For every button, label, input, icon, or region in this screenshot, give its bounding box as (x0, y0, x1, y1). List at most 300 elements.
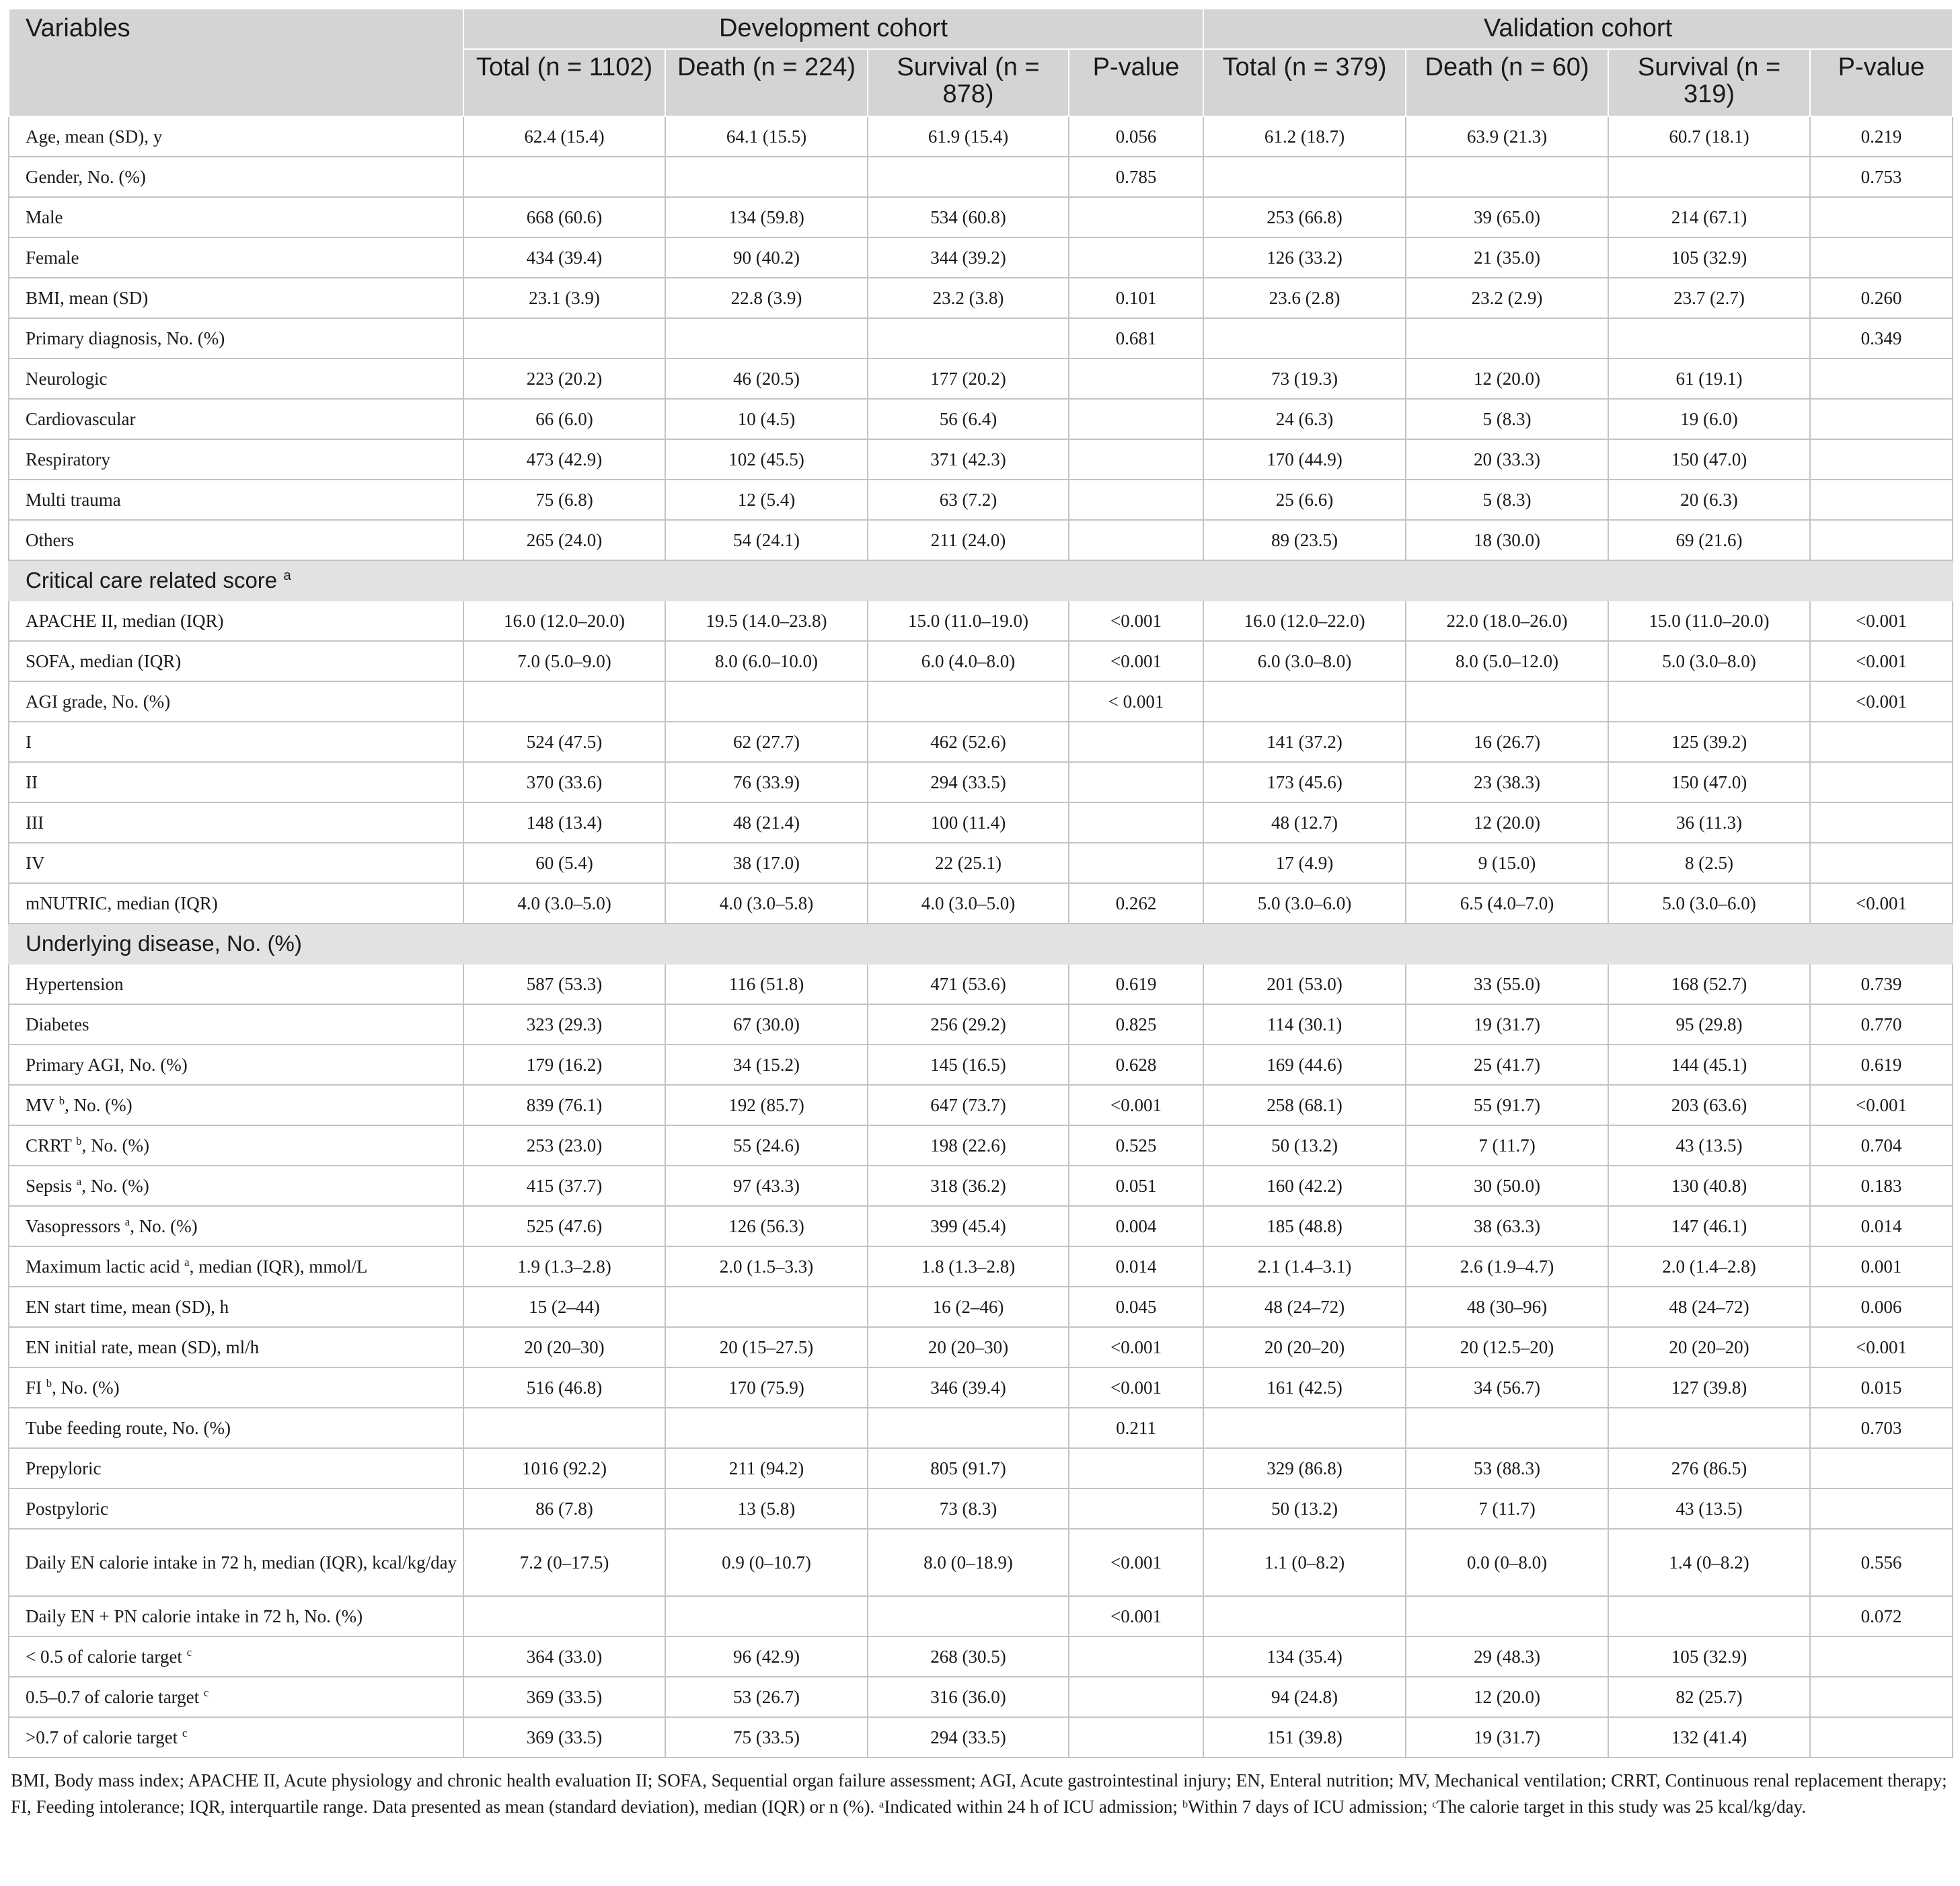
table-cell: 19 (6.0) (1608, 399, 1810, 439)
table-cell: 64.1 (15.5) (665, 116, 868, 157)
row-label-suffix: , No. (%) (65, 1095, 133, 1115)
table-cell: 2.0 (1.5–3.3) (665, 1246, 868, 1287)
row-label (9, 802, 463, 843)
table-row (9, 318, 1953, 359)
section-row (9, 923, 1953, 964)
row-label (9, 1004, 463, 1045)
table-cell (1069, 843, 1203, 883)
table-cell (1810, 802, 1953, 843)
table-cell: 24 (6.3) (1203, 399, 1406, 439)
table-cell: <0.001 (1069, 641, 1203, 681)
row-label-text: Prepyloric (26, 1458, 102, 1478)
row-label-text: Others (26, 530, 74, 550)
table-cell: 0.525 (1069, 1125, 1203, 1166)
table-cell: 1.8 (1.3–2.8) (868, 1246, 1069, 1287)
table-cell: 62 (27.7) (665, 722, 868, 762)
table-cell (1406, 681, 1608, 722)
table-cell (1608, 157, 1810, 197)
table-cell (1069, 359, 1203, 399)
table-cell: 50 (13.2) (1203, 1488, 1406, 1529)
table-cell: 105 (32.9) (1608, 237, 1810, 278)
table-cell (1203, 1596, 1406, 1636)
table-cell (1069, 1488, 1203, 1529)
row-label (9, 116, 463, 157)
table-cell: 8.0 (6.0–10.0) (665, 641, 868, 681)
table-cell: 253 (23.0) (463, 1125, 665, 1166)
table-cell: 0.004 (1069, 1206, 1203, 1246)
table-cell: 0.045 (1069, 1287, 1203, 1327)
table-cell: 8.0 (0–18.9) (868, 1529, 1069, 1596)
table-cell (1203, 318, 1406, 359)
footnote-marker: b (46, 1377, 52, 1390)
table-cell: 43 (13.5) (1608, 1488, 1810, 1529)
table-cell: 55 (91.7) (1406, 1085, 1608, 1125)
table-cell (1069, 439, 1203, 480)
table-cell: 5 (8.3) (1406, 399, 1608, 439)
footnote-marker: c (182, 1727, 188, 1739)
table-cell (665, 1408, 868, 1448)
table-cell (1069, 722, 1203, 762)
table-cell: 25 (41.7) (1406, 1045, 1608, 1085)
table-row (9, 843, 1953, 883)
table-cell: 48 (24–72) (1203, 1287, 1406, 1327)
table-cell: 9 (15.0) (1406, 843, 1608, 883)
table-cell: 33 (55.0) (1406, 964, 1608, 1004)
table-cell (1810, 399, 1953, 439)
table-cell: 192 (85.7) (665, 1085, 868, 1125)
table-cell: <0.001 (1069, 1085, 1203, 1125)
table-cell: 75 (6.8) (463, 480, 665, 520)
row-label (9, 1125, 463, 1166)
table-cell: 253 (66.8) (1203, 197, 1406, 237)
row-label-text: IV (26, 853, 45, 873)
table-cell: 132 (41.4) (1608, 1717, 1810, 1758)
table-cell: 97 (43.3) (665, 1166, 868, 1206)
table-cell: 144 (45.1) (1608, 1045, 1810, 1085)
table-row (9, 1488, 1953, 1529)
table-cell: 34 (56.7) (1406, 1367, 1608, 1408)
table-cell: 473 (42.9) (463, 439, 665, 480)
table-cell (1810, 359, 1953, 399)
footnote-marker: c (203, 1686, 209, 1699)
table-cell: <0.001 (1069, 1529, 1203, 1596)
table-cell (868, 1408, 1069, 1448)
table-cell: 95 (29.8) (1608, 1004, 1810, 1045)
row-label (9, 318, 463, 359)
table-cell: 294 (33.5) (868, 762, 1069, 802)
table-cell: 647 (73.7) (868, 1085, 1069, 1125)
table-cell (1069, 762, 1203, 802)
table-cell: 0.619 (1069, 964, 1203, 1004)
table-cell: 0.014 (1069, 1246, 1203, 1287)
table-cell: <0.001 (1810, 1327, 1953, 1367)
table-row (9, 1085, 1953, 1125)
table-cell: 20 (20–20) (1608, 1327, 1810, 1367)
table-cell: 268 (30.5) (868, 1636, 1069, 1677)
table-cell: 22.8 (3.9) (665, 278, 868, 318)
table-cell (1810, 480, 1953, 520)
table-cell: 66 (6.0) (463, 399, 665, 439)
table-cell (868, 157, 1069, 197)
table-cell: 16.0 (12.0–22.0) (1203, 601, 1406, 641)
table-cell: 126 (56.3) (665, 1206, 868, 1246)
table-cell: 13 (5.8) (665, 1488, 868, 1529)
table-cell: 177 (20.2) (868, 359, 1069, 399)
val-death-header: Death (n = 60) (1406, 49, 1608, 116)
table-cell: 20 (15–27.5) (665, 1327, 868, 1367)
row-label (9, 157, 463, 197)
table-cell: 2.6 (1.9–4.7) (1406, 1246, 1608, 1287)
row-label (9, 399, 463, 439)
table-cell: 20 (20–30) (463, 1327, 665, 1367)
table-cell: 16 (26.7) (1406, 722, 1608, 762)
row-label-text: Age, mean (SD), y (26, 126, 163, 147)
table-cell: 53 (88.3) (1406, 1448, 1608, 1488)
table-cell: <0.001 (1069, 1367, 1203, 1408)
table-cell (463, 157, 665, 197)
table-cell: 839 (76.1) (463, 1085, 665, 1125)
table-cell: 141 (37.2) (1203, 722, 1406, 762)
table-cell: 16 (2–46) (868, 1287, 1069, 1327)
table-cell: 105 (32.9) (1608, 1636, 1810, 1677)
table-cell: 0.825 (1069, 1004, 1203, 1045)
row-label (9, 883, 463, 923)
table-cell (1810, 843, 1953, 883)
variables-header: Variables (9, 9, 463, 116)
table-cell (1069, 1448, 1203, 1488)
table-cell: 75 (33.5) (665, 1717, 868, 1758)
table-footnote: BMI, Body mass index; APACHE II, Acute physiology and chronic health evaluation II; SOFA, Sequential organ failure assessment; AGI, Acute gastrointestinal injury; EN, Enteral nutrition; MV, Mechanical ventilation; CRRT, Continuous renal replacement therapy; FI, Feeding intolerance; IQR, interquartile range. Data presented as mean (standard deviation), median (IQR) or n (%). ᵃIndicated within 24 h of ICU admission; ᵇWithin 7 days of ICU admission; ᶜThe calorie target in this study was 25 kcal/kg/day. (11, 1770, 1947, 1817)
table-cell: 6.0 (4.0–8.0) (868, 641, 1069, 681)
table-cell (463, 1408, 665, 1448)
table-cell: 48 (30–96) (1406, 1287, 1608, 1327)
table-cell: <0.001 (1810, 641, 1953, 681)
row-label-text: Multi trauma (26, 490, 121, 510)
table-cell: 48 (21.4) (665, 802, 868, 843)
row-label-suffix: , median (IQR), mmol/L (189, 1256, 368, 1277)
table-cell: 62.4 (15.4) (463, 116, 665, 157)
table-cell (1810, 197, 1953, 237)
table-cell: 0.703 (1810, 1408, 1953, 1448)
table-cell: 150 (47.0) (1608, 762, 1810, 802)
table-row (9, 1529, 1953, 1596)
table-row (9, 1004, 1953, 1045)
table-cell: 145 (16.5) (868, 1045, 1069, 1085)
table-cell: 55 (24.6) (665, 1125, 868, 1166)
row-label-text: AGI grade, No. (%) (26, 691, 171, 712)
table-cell: 415 (37.7) (463, 1166, 665, 1206)
table-cell (1203, 1408, 1406, 1448)
table-cell: 1.4 (0–8.2) (1608, 1529, 1810, 1596)
table-cell: 20 (20–20) (1203, 1327, 1406, 1367)
table-cell: 0.183 (1810, 1166, 1953, 1206)
table-row (9, 237, 1953, 278)
table-cell: 130 (40.8) (1608, 1166, 1810, 1206)
table-cell (1406, 318, 1608, 359)
table-cell: 2.1 (1.4–3.1) (1203, 1246, 1406, 1287)
table-cell (1069, 197, 1203, 237)
table-cell: 7 (11.7) (1406, 1125, 1608, 1166)
table-cell: 161 (42.5) (1203, 1367, 1406, 1408)
table-cell: 90 (40.2) (665, 237, 868, 278)
row-label-text: Primary AGI, No. (%) (26, 1055, 188, 1075)
table-cell: 7.2 (0–17.5) (463, 1529, 665, 1596)
table-cell: 258 (68.1) (1203, 1085, 1406, 1125)
table-cell: 150 (47.0) (1608, 439, 1810, 480)
table-cell (1810, 1636, 1953, 1677)
table-cell: 370 (33.6) (463, 762, 665, 802)
row-label (9, 359, 463, 399)
footnote-marker: c (186, 1646, 192, 1659)
table-row (9, 480, 1953, 520)
table-row (9, 157, 1953, 197)
table-cell: 0.001 (1810, 1246, 1953, 1287)
table-cell (1069, 480, 1203, 520)
row-label (9, 1246, 463, 1287)
table-row (9, 1596, 1953, 1636)
table-cell (1810, 762, 1953, 802)
table-cell (1810, 1488, 1953, 1529)
table-cell: 23.1 (3.9) (463, 278, 665, 318)
table-cell: 4.0 (3.0–5.0) (463, 883, 665, 923)
table-cell: 214 (67.1) (1608, 197, 1810, 237)
table-cell: 56 (6.4) (868, 399, 1069, 439)
footnote-marker: a (124, 1215, 130, 1228)
row-label-text: Gender, No. (%) (26, 167, 146, 187)
table-container (8, 8, 1952, 1820)
table-row (9, 1448, 1953, 1488)
table-cell (1810, 520, 1953, 560)
row-label (9, 722, 463, 762)
row-label (9, 1085, 463, 1125)
row-label (9, 1488, 463, 1529)
row-label (9, 681, 463, 722)
table-row (9, 399, 1953, 439)
table-cell (665, 1287, 868, 1327)
footnote-marker: b (59, 1094, 65, 1107)
table-cell: 151 (39.8) (1203, 1717, 1406, 1758)
table-row (9, 681, 1953, 722)
table-cell: 0.704 (1810, 1125, 1953, 1166)
table-cell: 0.0 (0–8.0) (1406, 1529, 1608, 1596)
table-cell: 211 (24.0) (868, 520, 1069, 560)
row-label-text: Cardiovascular (26, 409, 136, 429)
table-cell (1069, 1636, 1203, 1677)
table-cell: 61.2 (18.7) (1203, 116, 1406, 157)
table-cell (463, 681, 665, 722)
table-cell: 0.262 (1069, 883, 1203, 923)
row-label-text: Primary diagnosis, No. (%) (26, 328, 225, 348)
row-label (9, 1166, 463, 1206)
table-cell: 20 (33.3) (1406, 439, 1608, 480)
table-cell: 15.0 (11.0–20.0) (1608, 601, 1810, 641)
table-cell: 53 (26.7) (665, 1677, 868, 1717)
table-cell: <0.001 (1069, 601, 1203, 641)
table-cell (1406, 1408, 1608, 1448)
row-label-text: Male (26, 207, 63, 227)
row-label-text: I (26, 732, 32, 752)
table-cell: 73 (19.3) (1203, 359, 1406, 399)
table-row (9, 722, 1953, 762)
table-cell: 170 (75.9) (665, 1367, 868, 1408)
table-cell: 0.681 (1069, 318, 1203, 359)
table-cell: 63 (7.2) (868, 480, 1069, 520)
table-cell: 30 (50.0) (1406, 1166, 1608, 1206)
table-cell: 1.9 (1.3–2.8) (463, 1246, 665, 1287)
table-cell: 0.556 (1810, 1529, 1953, 1596)
table-cell: 73 (8.3) (868, 1488, 1069, 1529)
table-cell: < 0.001 (1069, 681, 1203, 722)
table-cell: <0.001 (1810, 883, 1953, 923)
table-row (9, 116, 1953, 157)
table-cell: 462 (52.6) (868, 722, 1069, 762)
table-cell: 6.0 (3.0–8.0) (1203, 641, 1406, 681)
table-cell: 60.7 (18.1) (1608, 116, 1810, 157)
section-title: Underlying disease, No. (%) (26, 931, 302, 956)
row-label (9, 843, 463, 883)
table-cell: 12 (5.4) (665, 480, 868, 520)
row-label-text: Respiratory (26, 449, 110, 469)
row-label (9, 1287, 463, 1327)
table-cell: 23.6 (2.8) (1203, 278, 1406, 318)
row-label-text: BMI, mean (SD) (26, 288, 149, 308)
table-cell: 50 (13.2) (1203, 1125, 1406, 1166)
dev-total-header: Total (n = 1102) (463, 49, 665, 116)
row-label-text: APACHE II, median (IQR) (26, 611, 224, 631)
table-cell: 525 (47.6) (463, 1206, 665, 1246)
table-cell: 256 (29.2) (868, 1004, 1069, 1045)
table-cell: 534 (60.8) (868, 197, 1069, 237)
row-label (9, 1327, 463, 1367)
row-label-text: MV (26, 1095, 55, 1115)
table-row (9, 1327, 1953, 1367)
table-cell: <0.001 (1810, 1085, 1953, 1125)
table-cell: 5.0 (3.0–6.0) (1203, 883, 1406, 923)
row-label (9, 1367, 463, 1408)
section-title: Critical care related score (26, 568, 278, 593)
table-cell: 0.785 (1069, 157, 1203, 197)
table-cell: 0.006 (1810, 1287, 1953, 1327)
table-cell: 82 (25.7) (1608, 1677, 1810, 1717)
row-label (9, 1529, 463, 1596)
table-cell: 346 (39.4) (868, 1367, 1069, 1408)
table-cell: 23.2 (3.8) (868, 278, 1069, 318)
row-label (9, 1206, 463, 1246)
table-cell: 96 (42.9) (665, 1636, 868, 1677)
row-label-text: EN start time, mean (SD), h (26, 1297, 229, 1317)
table-cell: 86 (7.8) (463, 1488, 665, 1529)
table-cell: 12 (20.0) (1406, 359, 1608, 399)
table-cell: 0.753 (1810, 157, 1953, 197)
table-cell: 0.015 (1810, 1367, 1953, 1408)
table-cell: 0.072 (1810, 1596, 1953, 1636)
table-cell: 23.2 (2.9) (1406, 278, 1608, 318)
table-cell: 17 (4.9) (1203, 843, 1406, 883)
table-cell (1608, 1596, 1810, 1636)
table-cell: 0.101 (1069, 278, 1203, 318)
table-cell: 316 (36.0) (868, 1677, 1069, 1717)
table-cell: 2.0 (1.4–2.8) (1608, 1246, 1810, 1287)
dev-pvalue-header: P-value (1069, 49, 1203, 116)
row-label-text: SOFA, median (IQR) (26, 651, 182, 671)
table-cell: 0.260 (1810, 278, 1953, 318)
row-label (9, 278, 463, 318)
table-cell (1608, 1408, 1810, 1448)
table-cell (1608, 318, 1810, 359)
table-cell: 160 (42.2) (1203, 1166, 1406, 1206)
table-cell: 100 (11.4) (868, 802, 1069, 843)
table-cell (1069, 802, 1203, 843)
table-cell: 344 (39.2) (868, 237, 1069, 278)
table-cell: 54 (24.1) (665, 520, 868, 560)
footnote-marker: a (184, 1256, 190, 1269)
table-cell (1406, 1596, 1608, 1636)
row-label (9, 762, 463, 802)
row-label-text: < 0.5 of calorie target (26, 1647, 182, 1667)
table-cell: 23 (38.3) (1406, 762, 1608, 802)
table-cell: 67 (30.0) (665, 1004, 868, 1045)
table-cell: 126 (33.2) (1203, 237, 1406, 278)
table-cell (1810, 237, 1953, 278)
table-cell: 0.056 (1069, 116, 1203, 157)
table-cell: 399 (45.4) (868, 1206, 1069, 1246)
table-cell (1810, 722, 1953, 762)
table-row (9, 601, 1953, 641)
table-cell: 170 (44.9) (1203, 439, 1406, 480)
table-cell: 8 (2.5) (1608, 843, 1810, 883)
table-row (9, 359, 1953, 399)
table-cell: 329 (86.8) (1203, 1448, 1406, 1488)
table-cell: 805 (91.7) (868, 1448, 1069, 1488)
table-cell (463, 318, 665, 359)
table-cell: 0.628 (1069, 1045, 1203, 1085)
table-cell: 0.9 (0–10.7) (665, 1529, 868, 1596)
table-cell: 294 (33.5) (868, 1717, 1069, 1758)
row-label (9, 197, 463, 237)
table-cell: 134 (35.4) (1203, 1636, 1406, 1677)
baseline-characteristics-table (8, 8, 1953, 1758)
table-cell: 8.0 (5.0–12.0) (1406, 641, 1608, 681)
table-cell: 20 (20–30) (868, 1327, 1069, 1367)
table-cell: 173 (45.6) (1203, 762, 1406, 802)
table-row (9, 641, 1953, 681)
table-cell: 369 (33.5) (463, 1677, 665, 1717)
table-cell (1069, 237, 1203, 278)
table-row (9, 1287, 1953, 1327)
table-cell: 371 (42.3) (868, 439, 1069, 480)
table-cell: 201 (53.0) (1203, 964, 1406, 1004)
table-cell: 148 (13.4) (463, 802, 665, 843)
table-cell: 323 (29.3) (463, 1004, 665, 1045)
row-label (9, 1717, 463, 1758)
table-cell: 5.0 (3.0–8.0) (1608, 641, 1810, 681)
section-header (9, 923, 1953, 964)
table-row (9, 883, 1953, 923)
table-cell: 1016 (92.2) (463, 1448, 665, 1488)
table-cell (463, 1596, 665, 1636)
table-cell (1406, 157, 1608, 197)
table-row (9, 1636, 1953, 1677)
table-cell: 0.051 (1069, 1166, 1203, 1206)
row-label-text: II (26, 772, 38, 792)
table-cell: 198 (22.6) (868, 1125, 1069, 1166)
row-label (9, 601, 463, 641)
table-cell: 48 (12.7) (1203, 802, 1406, 843)
footnote-marker: b (76, 1135, 82, 1147)
row-label-suffix: , No. (%) (81, 1135, 150, 1156)
table-cell: 29 (48.3) (1406, 1636, 1608, 1677)
table-cell: 434 (39.4) (463, 237, 665, 278)
